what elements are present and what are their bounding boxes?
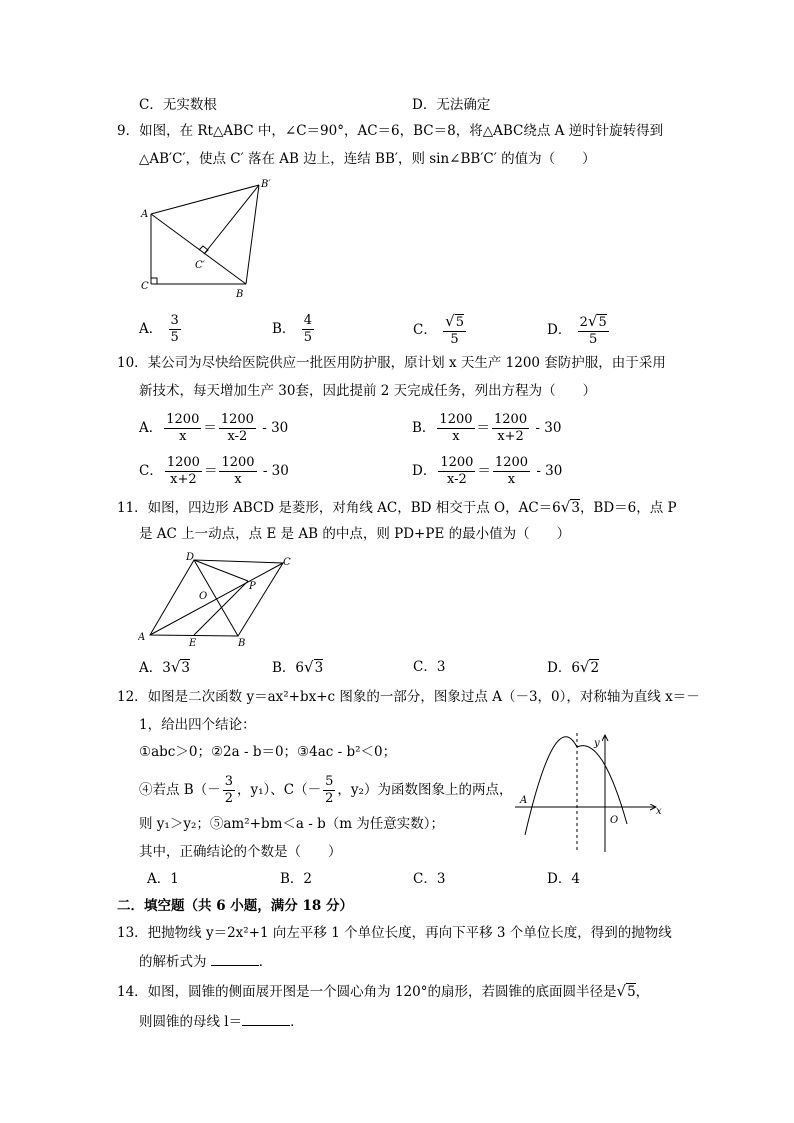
q9-option-b-den: 5 [303, 330, 312, 345]
q10-option-c [139, 455, 289, 488]
q11-segment-pd [194, 560, 248, 581]
q14-line2b: ． [290, 1014, 304, 1030]
q11-option-d: D．6√2 [547, 658, 600, 676]
q9-option-d-den: 5 [589, 332, 598, 347]
q12-option-b: B．2 [280, 871, 313, 887]
q9-side-b1c1 [204, 185, 259, 254]
q12-conclusion-5: 则 y₁＞y₂；⑤am²+bm＜a - b（m 为任意实数）； [139, 816, 445, 832]
q9-side-bb1 [246, 185, 259, 284]
q12-label-o: O [610, 815, 619, 826]
q10-c-eq: ＝ [203, 463, 218, 479]
q9-option-c-den: 5 [450, 332, 459, 347]
q11-option-b: B．6√3 [272, 658, 324, 676]
q10-d-eq: ＝ [477, 463, 491, 479]
q14-line1b: ， [635, 984, 650, 1000]
q14-stem-line2 [139, 1011, 304, 1032]
q13-stem-line2 [139, 951, 272, 972]
q8-option-c: C．无实数根 [139, 97, 217, 113]
q11-option-b-coef: 6 [295, 660, 305, 676]
q12-conclusion-4 [139, 774, 512, 807]
q9-label-c: C [141, 281, 149, 292]
q12-option-d: D．4 [547, 871, 580, 887]
q10-option-b [412, 412, 561, 445]
q10-stem-line2: 新技术，每天增加生产 30套，因此提前 2 天完成任务，列出方程为（ ） [139, 383, 597, 399]
q10-option-d-label: D． [412, 463, 437, 479]
q11-stem-line1b: ，BD＝6，点 P [579, 500, 677, 516]
q10-a-tail: - 30 [262, 420, 289, 436]
q9-option-c: C． $\frac{√5}{5}$ [413, 312, 464, 347]
q10-d-den2: x [507, 472, 516, 487]
q9-option-d-label: D． [547, 322, 572, 338]
q9-option-d: D． $\frac{2√5}{5}$ [547, 312, 607, 347]
q11-figure-rhombus [138, 550, 298, 650]
q11-stem-line1: 11．如图，四边形 ABCD 是菱形，对角线 AC，BD 相交于点 O，AC＝6√3，BD＝6，点 P [117, 498, 677, 516]
q9-option-c-rad: 5 [455, 315, 464, 330]
q11-option-a-rad: 3 [181, 660, 190, 676]
q13-answer-blank[interactable] [211, 951, 259, 966]
q9-option-b-label: B． [272, 321, 296, 337]
q11-label-p: P [249, 581, 256, 592]
q11-stem-line1a: 11．如图，四边形 ABCD 是菱形，对角线 AC，BD 相交于点 O，AC＝6 [117, 500, 561, 516]
q14-rad: 5 [627, 984, 636, 1000]
q11-option-d-rad: 2 [590, 660, 600, 676]
q10-b-den1: x [452, 429, 460, 444]
q11-label-a: A [138, 632, 146, 643]
q11-option-c-label: C． [413, 659, 437, 675]
q13-line2a: 的解析式为 [139, 954, 207, 970]
q12-stem-line1: 12．如图是二次函数 y＝ax²+bx+c 图象的一部分，图象过点 A（－3，0），对称轴为直线 x＝－ [117, 689, 700, 705]
q10-option-d [412, 455, 562, 488]
q10-a-num1: 1200 [166, 412, 200, 427]
q12-line4a: ④若点 B（－ [139, 782, 221, 798]
q11-option-c-text: 3 [436, 659, 446, 675]
q9-right-angle-c [151, 278, 157, 284]
q10-c-num1: 1200 [166, 455, 200, 470]
q10-d-num1: 1200 [440, 455, 474, 470]
q10-d-tail: - 30 [536, 463, 563, 479]
q9-option-b-num: 4 [303, 313, 312, 328]
q9-figure-triangle [138, 176, 278, 306]
q11-label-d: D [186, 552, 195, 563]
q12-c-den: 2 [325, 791, 334, 806]
q14-stem-line1: 14．如图，圆锥的侧面展开图是一个圆心角为 120°的扇形，若圆锥的底面圆半径是√5， [117, 982, 650, 1000]
q9-option-b [272, 313, 316, 346]
q9-option-a-label: A． [139, 321, 163, 337]
q9-label-b: B [236, 289, 244, 300]
q9-side-ab [151, 214, 246, 284]
q10-option-a [139, 412, 288, 445]
q12-option-c: C．3 [413, 871, 446, 887]
q9-option-d-coef: 2 [579, 315, 588, 330]
q10-b-num2: 1200 [494, 412, 528, 427]
q14-answer-blank[interactable] [242, 1011, 290, 1026]
q11-option-a: A．3√3 [139, 658, 190, 676]
q11-segment-pe [194, 581, 248, 635]
q10-d-den1: x-2 [446, 472, 467, 487]
q9-option-d-rad: 5 [598, 315, 607, 330]
q12-option-a: A．1 [147, 871, 179, 887]
q12-label-a: A [520, 795, 528, 806]
q10-d-num2: 1200 [494, 455, 529, 470]
q11-option-b-label: B． [272, 660, 296, 676]
q10-a-den2: x-2 [227, 429, 248, 444]
q12-question: 其中，正确结论的个数是（ ） [139, 844, 342, 860]
q12-line4b: ，y₁）、C（－ [237, 782, 322, 798]
q9-option-c-label: C． [413, 322, 437, 338]
q11-stem-rad: 3 [571, 500, 580, 516]
q11-option-d-label: D． [547, 660, 572, 676]
q14-line2a: 则圆锥的母线 l＝ [139, 1014, 243, 1030]
q12-b-num: 3 [224, 774, 233, 789]
q10-b-num1: 1200 [439, 412, 473, 427]
q11-stem-line2: 是 AC 上一动点，点 E 是 AB 的中点，则 PD+PE 的最小值为（ ） [139, 526, 571, 542]
q12-c-num: 5 [325, 774, 334, 789]
q9-option-a-den: 5 [170, 330, 179, 345]
q10-a-eq: ＝ [203, 420, 217, 436]
q10-stem-line1: 10．某公司为尽快给医院供应一批医用防护服，原计划 x 天生产 1200 套防护服，由于采用 [117, 355, 666, 371]
q10-c-tail: - 30 [262, 463, 289, 479]
q11-option-c [413, 657, 445, 677]
q10-a-num2: 1200 [220, 412, 254, 427]
q12-label-y: y [594, 738, 600, 749]
q11-label-c: C [283, 557, 291, 568]
q10-b-tail: - 30 [535, 420, 562, 436]
q11-option-d-coef: 6 [571, 660, 580, 676]
q11-label-b: B [238, 638, 246, 649]
q9-option-a [139, 313, 183, 346]
q14-line1a: 14．如图，圆锥的侧面展开图是一个圆心角为 120°的扇形，若圆锥的底面圆半径是 [117, 984, 617, 1000]
q13-stem-line1: 13．把抛物线 y＝2x²+1 向左平移 1 个单位长度，再向下平移 3 个单位长度，得到的抛物线 [117, 925, 672, 941]
q9-stem-line2: △AB′C′，使点 C′ 落在 AB 边上，连结 BB′，则 sin∠BB′C′ 的值为（ ） [139, 151, 596, 167]
q8-option-d: D．无法确定 [412, 97, 491, 113]
q10-option-a-label: A． [139, 420, 163, 436]
q9-option-a-num: 3 [170, 313, 179, 328]
q10-a-den1: x [179, 429, 187, 444]
q11-option-a-label: A． [139, 660, 163, 676]
q11-label-e: E [189, 638, 197, 649]
q9-side-ab1 [151, 185, 259, 214]
q9-label-c1: C′ [195, 260, 205, 271]
q9-label-b1: B′ [261, 179, 271, 190]
q13-line2b: ． [258, 954, 273, 970]
q12-line4c: ，y₂）为函数图象上的两点， [337, 782, 513, 798]
q10-option-b-label: B． [412, 420, 436, 436]
q12-stem-line2: 1，给出四个结论： [139, 717, 256, 733]
q10-option-c-label: C． [139, 463, 163, 479]
q9-label-a: A [141, 209, 149, 220]
q12-label-x: x [656, 806, 662, 817]
q11-label-o: O [199, 591, 208, 602]
q10-c-num2: 1200 [221, 455, 255, 470]
q10-b-den2: x+2 [497, 429, 524, 444]
q10-c-den1: x+2 [170, 472, 197, 487]
q9-stem-line1: 9．如图，在 Rt△ABC 中，∠C＝90°，AC＝6，BC＝8，将△ABC绕点 A 逆时针旋转得到 [117, 123, 664, 139]
q11-option-b-rad: 3 [314, 660, 324, 676]
section-2-heading: 二．填空题（共 6 小题，满分 18 分） [117, 898, 353, 914]
q12-b-den: 2 [224, 791, 233, 806]
q12-figure-parabola [510, 730, 670, 855]
q11-option-a-coef: 3 [162, 660, 171, 676]
q10-b-eq: ＝ [476, 420, 491, 436]
q12-conclusions-1-3: ①abc＞0；②2a - b＝0；③4ac - b²＜0； [139, 744, 397, 760]
q10-c-den2: x [234, 472, 242, 487]
